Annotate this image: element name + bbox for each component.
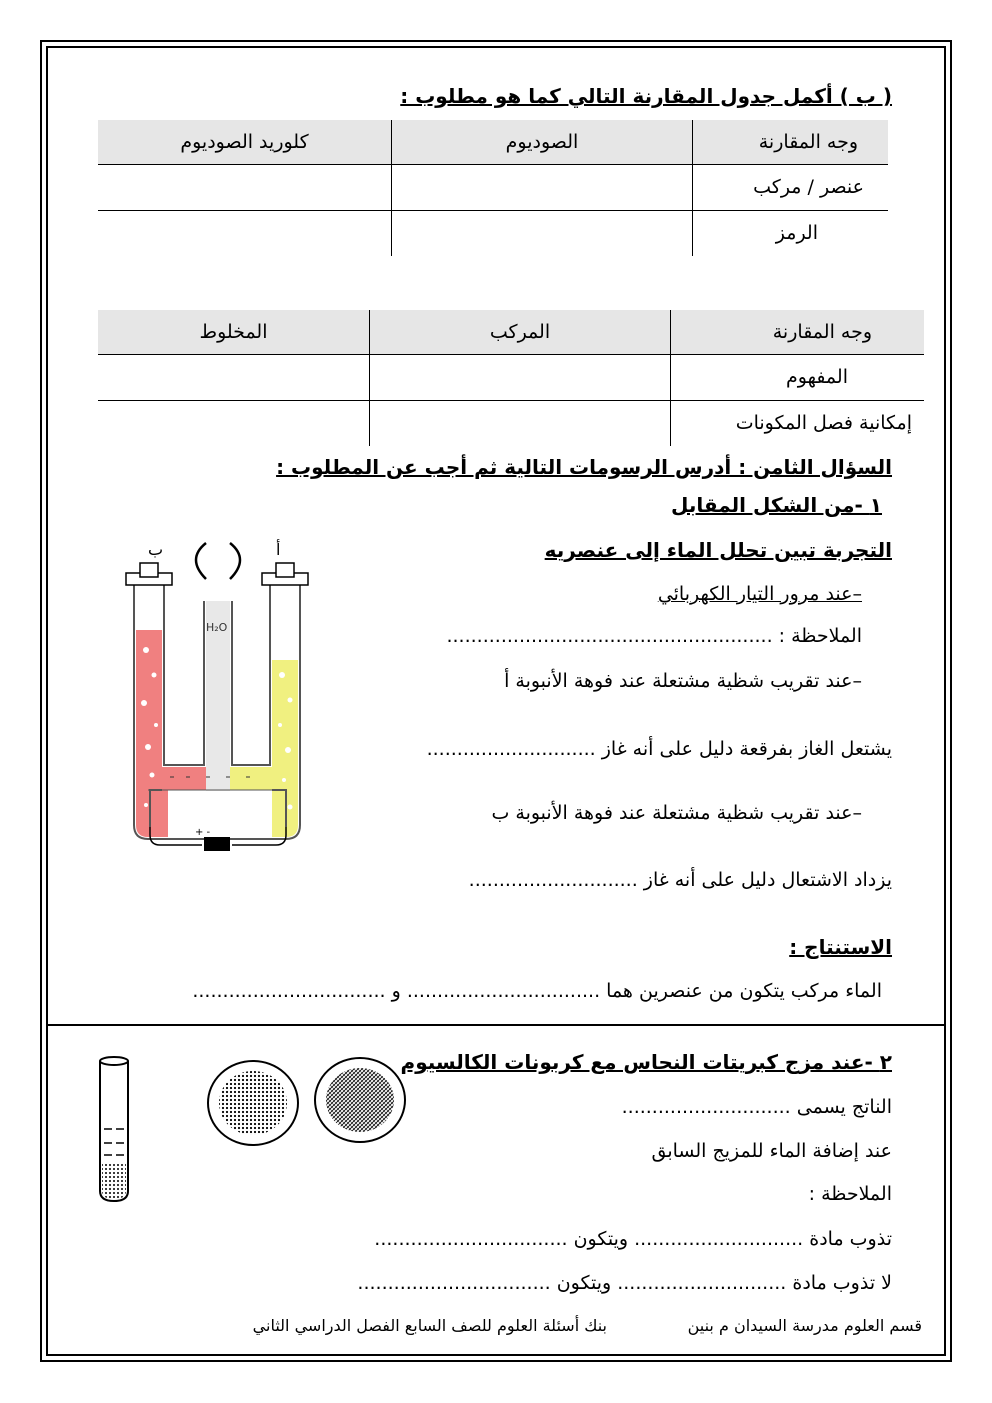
table1-answer-cell[interactable] bbox=[392, 164, 693, 210]
table2-header: المركب bbox=[370, 310, 671, 354]
table2-row-label: إمكانية فصل المكونات bbox=[671, 400, 925, 446]
q8-item1-gas-b[interactable]: يزداد الاشتعال دليل على أنه غاز ............................ bbox=[468, 869, 892, 891]
footer-bank: بنك أسئلة العلوم للصف السابع الفصل الدراسي الثاني bbox=[252, 1316, 607, 1335]
battery-terminals: + - bbox=[195, 827, 211, 838]
q8-item2-dissolves[interactable]: تذوب مادة ............................ ويتكون ................................ bbox=[374, 1228, 892, 1250]
section-divider bbox=[46, 1024, 946, 1026]
q8-item1-observation[interactable]: الملاحظة : ...................................................... bbox=[446, 625, 862, 647]
table1-header: كلوريد الصوديوم bbox=[98, 120, 392, 164]
q8-title: السؤال الثامن : أدرس الرسومات التالية ثم أجب عن المطلوب : bbox=[276, 455, 892, 479]
table1-answer-cell[interactable] bbox=[98, 164, 392, 210]
comparison-table-2 bbox=[98, 310, 924, 446]
electrolysis-diagram bbox=[110, 535, 330, 865]
q8-item2-heading: ٢ -عند مزج كبريتات النحاس مع كربونات الكالسيوم bbox=[400, 1050, 892, 1074]
q8-item2-line2: عند إضافة الماء للمزيج السابق bbox=[651, 1140, 892, 1162]
table2-answer-cell[interactable] bbox=[98, 400, 370, 446]
q8-item1-line5: –عند تقريب شظية مشتعلة عند فوهة الأنبوبة ب bbox=[491, 802, 862, 824]
table1-row-label: الرمز bbox=[693, 210, 889, 256]
test-tube-diagram bbox=[96, 1055, 132, 1205]
reservoir-right-arc bbox=[230, 543, 240, 579]
table2-answer-cell[interactable] bbox=[98, 354, 370, 400]
table2-header: المخلوط bbox=[98, 310, 370, 354]
table1-answer-cell[interactable] bbox=[98, 210, 392, 256]
reservoir-left-arc bbox=[196, 543, 206, 579]
table2-header: وجه المقارنة bbox=[671, 310, 925, 354]
battery bbox=[204, 837, 230, 851]
comparison-table-1 bbox=[98, 120, 888, 256]
tube-a-label: أ bbox=[276, 540, 281, 559]
conclusion-label: الاستنتاج : bbox=[789, 935, 892, 959]
table1-header: وجه المقارنة bbox=[693, 120, 889, 164]
table1-header: الصوديوم bbox=[392, 120, 693, 164]
q8-item2-observation: الملاحظة : bbox=[808, 1183, 892, 1205]
part-b-title: ( ب ) أكمل جدول المقارنة التالي كما هو مطلوب : bbox=[400, 84, 892, 108]
mixture-dish-2 bbox=[312, 1055, 408, 1145]
q8-item1-subheading: التجربة تبين تحلل الماء إلى عنصريه bbox=[544, 538, 892, 562]
mixture-dish-1 bbox=[205, 1058, 301, 1148]
q8-item1-heading: ١ -من الشكل المقابل bbox=[670, 493, 882, 517]
conclusion-text[interactable]: الماء مركب يتكون من عنصرين هما ................................ و ................................ bbox=[192, 980, 882, 1002]
q8-item2-not-dissolves[interactable]: لا تذوب مادة ............................ ويتكون ................................ bbox=[357, 1272, 892, 1294]
h2o-label: H₂O bbox=[206, 621, 228, 634]
table2-answer-cell[interactable] bbox=[370, 354, 671, 400]
q8-item1-line1: –عند مرور التيار الكهربائي bbox=[657, 583, 862, 605]
table2-answer-cell[interactable] bbox=[370, 400, 671, 446]
q8-item2-product[interactable]: الناتج يسمى ............................ bbox=[621, 1096, 892, 1118]
table1-row-label: عنصر / مركب bbox=[693, 164, 889, 210]
q8-item1-gas-a[interactable]: يشتعل الغاز بفرقعة دليل على أنه غاز ............................ bbox=[426, 738, 892, 760]
table1-answer-cell[interactable] bbox=[392, 210, 693, 256]
q8-item1-line3: –عند تقريب شظية مشتعلة عند فوهة الأنبوبة أ bbox=[504, 670, 862, 692]
table2-row-label: المفهوم bbox=[671, 354, 925, 400]
tube-b-label: ب bbox=[148, 540, 164, 559]
footer-dept: قسم العلوم مدرسة السيدان م بنين bbox=[687, 1316, 922, 1335]
